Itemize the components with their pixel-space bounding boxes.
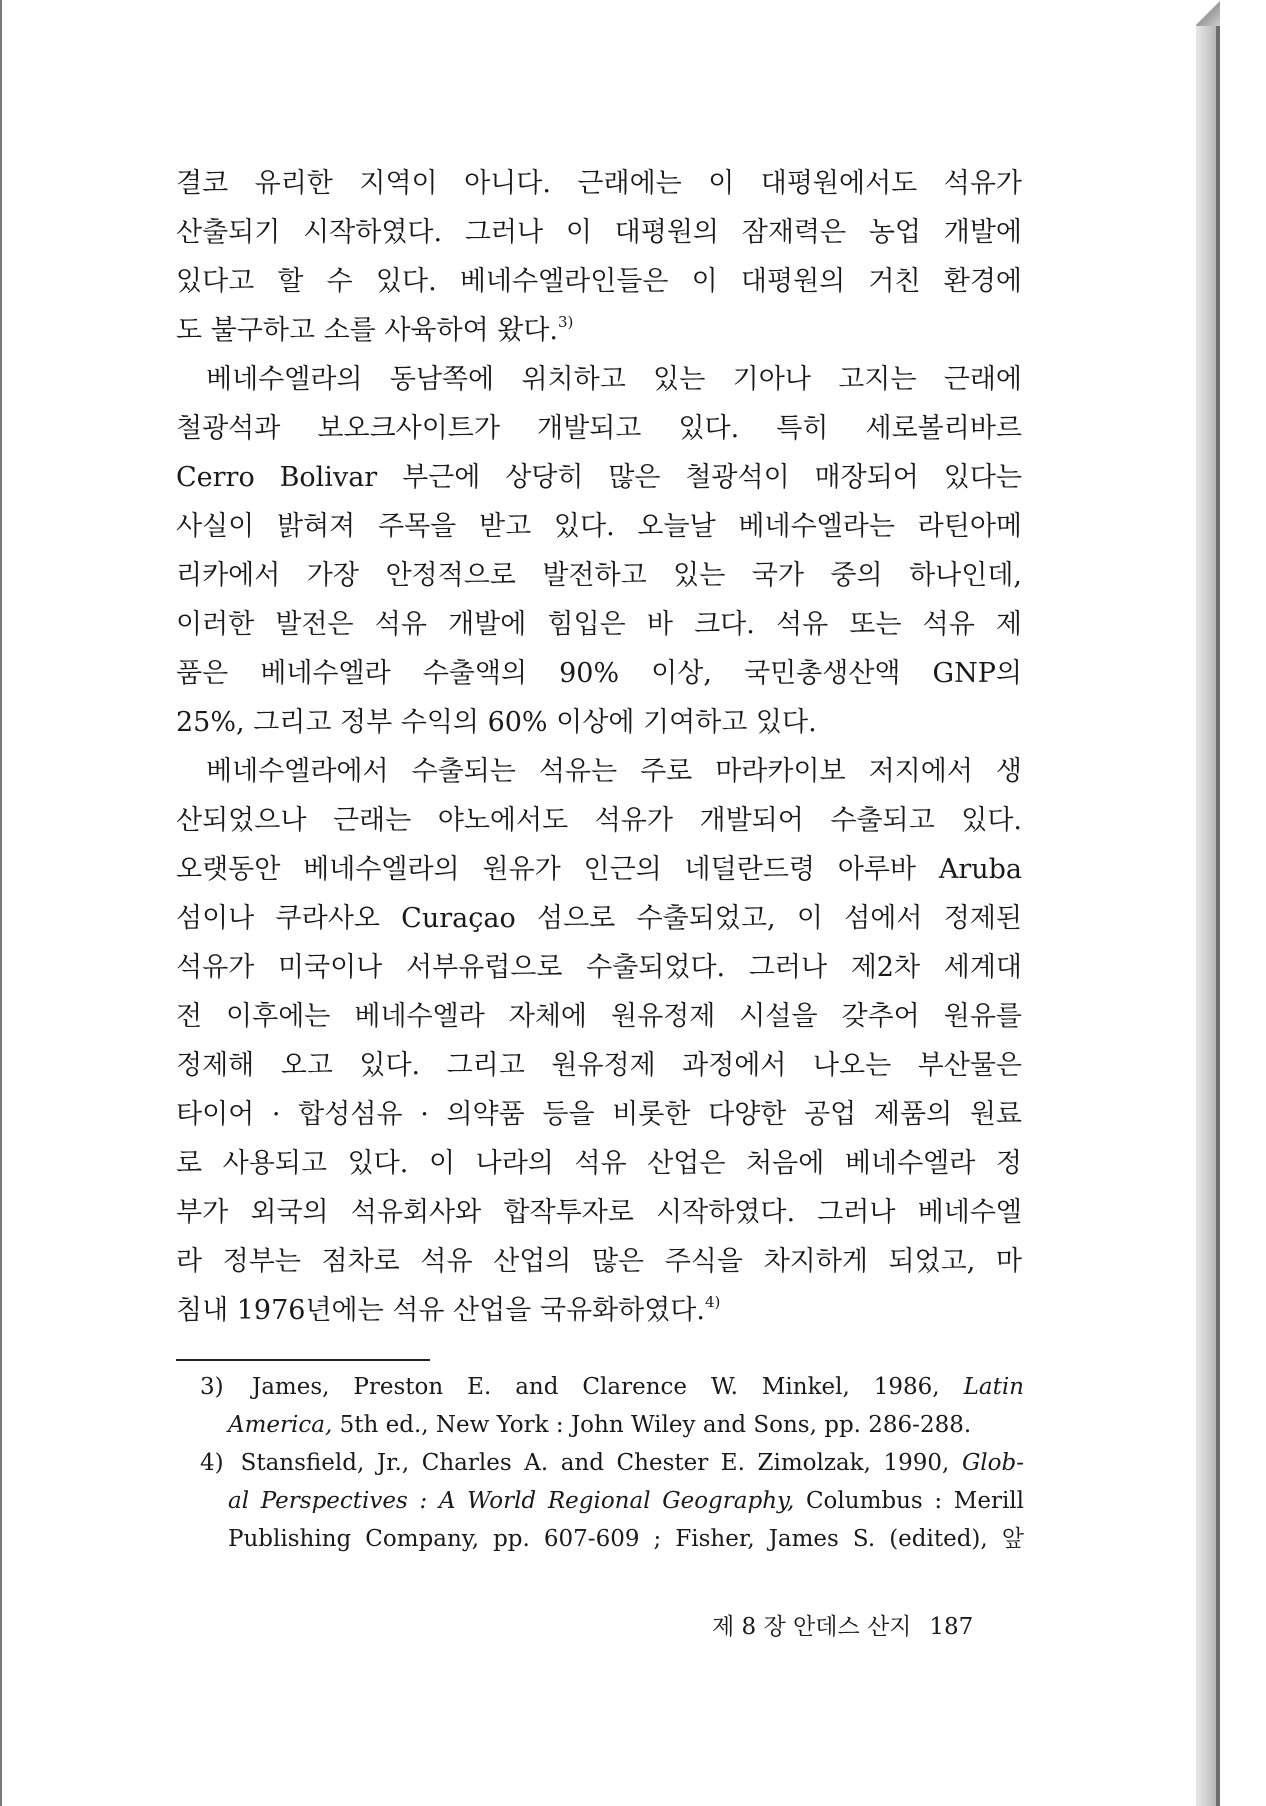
footnote-reference-4: 4) [704, 1293, 721, 1311]
text-line: 사실이 밝혀져 주목을 받고 있다. 오늘날 베네수엘라는 라틴아메 [176, 511, 1022, 542]
text-line: 섬이나 쿠라사오 Curaçao 섬으로 수출되었고, 이 섬에서 정제된 [176, 903, 1022, 934]
footnote-title: Glob- [961, 1450, 1025, 1476]
text-line: Cerro Bolivar 부근에 상당히 많은 철광석이 매장되어 있다는 [176, 462, 1022, 493]
footnotes [200, 1368, 1024, 1558]
text-line-content: 도 불구하고 소를 사육하여 왔다. [176, 315, 558, 346]
text-line: 석유가 미국이나 서부유럽으로 수출되었다. 그러나 제2차 세계대 [176, 952, 1022, 983]
page-corner-fold [1196, 0, 1220, 26]
body-text [176, 159, 1022, 1335]
text-line: 이러한 발전은 석유 개발에 힘입은 바 크다. 석유 또는 석유 제 [176, 609, 1022, 640]
footnote-title: Latin [963, 1374, 1024, 1400]
footnote-text: James, Preston E. and Clarence W. Minkel, 1986, [251, 1374, 940, 1400]
footnote-text: Stansfield, Jr., Charles A. and Chester E. Zimolzak, 1990, [240, 1450, 950, 1476]
footnote-divider [176, 1359, 430, 1361]
footnote-3-continued [200, 1406, 1024, 1444]
text-line: 부가 외국의 석유회사와 합작투자로 시작하였다. 그러나 베네수엘 [176, 1197, 1022, 1228]
text-line: 정제해 오고 있다. 그리고 원유정제 과정에서 나오는 부산물은 [176, 1050, 1022, 1081]
text-line: 라 정부는 점차로 석유 산업의 많은 주식을 차지하게 되었고, 마 [176, 1246, 1022, 1277]
text-line [176, 1286, 1022, 1335]
text-line [176, 306, 1022, 355]
text-line: 전 이후에는 베네수엘라 자체에 원유정제 시설을 갖추어 원유를 [176, 1001, 1022, 1032]
text-line: 베네수엘라의 동남쪽에 위치하고 있는 기아나 고지는 근래에 [206, 364, 1022, 395]
page-footer [712, 1608, 973, 1641]
text-line: 오랫동안 베네수엘라의 원유가 인근의 네덜란드령 아루바 Aruba [176, 854, 1022, 885]
page-number: 187 [929, 1614, 974, 1640]
text-line: 로 사용되고 있다. 이 나라의 석유 산업은 처음에 베네수엘라 정 [176, 1148, 1022, 1179]
text-line: 리카에서 가장 안정적으로 발전하고 있는 국가 중의 하나인데, [176, 560, 1022, 591]
text-line: 있다고 할 수 있다. 베네수엘라인들은 이 대평원의 거친 환경에 [176, 266, 1022, 297]
footnote-number: 4) [200, 1450, 224, 1476]
text-line: 품은 베네수엘라 수출액의 90% 이상, 국민총생산액 GNP의 [176, 658, 1022, 689]
page-edge [1216, 20, 1220, 1806]
footnote-reference-3: 3) [557, 313, 574, 331]
text-line: 베네수엘라에서 수출되는 석유는 주로 마라카이보 저지에서 생 [206, 756, 1022, 787]
text-line: 25%, 그리고 정부 수익의 60% 이상에 기여하고 있다. [176, 707, 817, 738]
page-edge-shadow [1196, 0, 1218, 1806]
text-line-content: 침내 1976년에는 석유 산업을 국유화하였다. [176, 1295, 705, 1326]
text-line: 결코 유리한 지역이 아니다. 근래에는 이 대평원에서도 석유가 [176, 168, 1022, 199]
footnote-text: Columbus : Merill [805, 1488, 1025, 1514]
footnote-number: 3) [200, 1374, 224, 1400]
footnote-4 [200, 1444, 1024, 1482]
footnote-title: al Perspectives : A World Regional Geography, [228, 1488, 795, 1514]
text-line: 산되었으나 근래는 야노에서도 석유가 개발되어 수출되고 있다. [176, 805, 1022, 836]
text-line: 타이어 · 합성섬유 · 의약품 등을 비롯한 다양한 공업 제품의 원료 [176, 1099, 1022, 1130]
footnote-text: 5th ed., New York : John Wiley and Sons, pp. 286-288. [339, 1412, 972, 1438]
footnote-3 [200, 1368, 1024, 1406]
footnote-title: America, [228, 1412, 333, 1438]
footnote-4-continued [200, 1482, 1024, 1520]
text-line: 산출되기 시작하였다. 그러나 이 대평원의 잠재력은 농업 개발에 [176, 217, 1022, 248]
chapter-title: 제 8 장 안데스 산지 [712, 1614, 912, 1640]
footnote-4-continued: Publishing Company, pp. 607-609 ; Fisher, James S. (edited), 앞 [228, 1526, 1024, 1552]
text-line: 철광석과 보오크사이트가 개발되고 있다. 특히 세로볼리바르 [176, 413, 1022, 444]
